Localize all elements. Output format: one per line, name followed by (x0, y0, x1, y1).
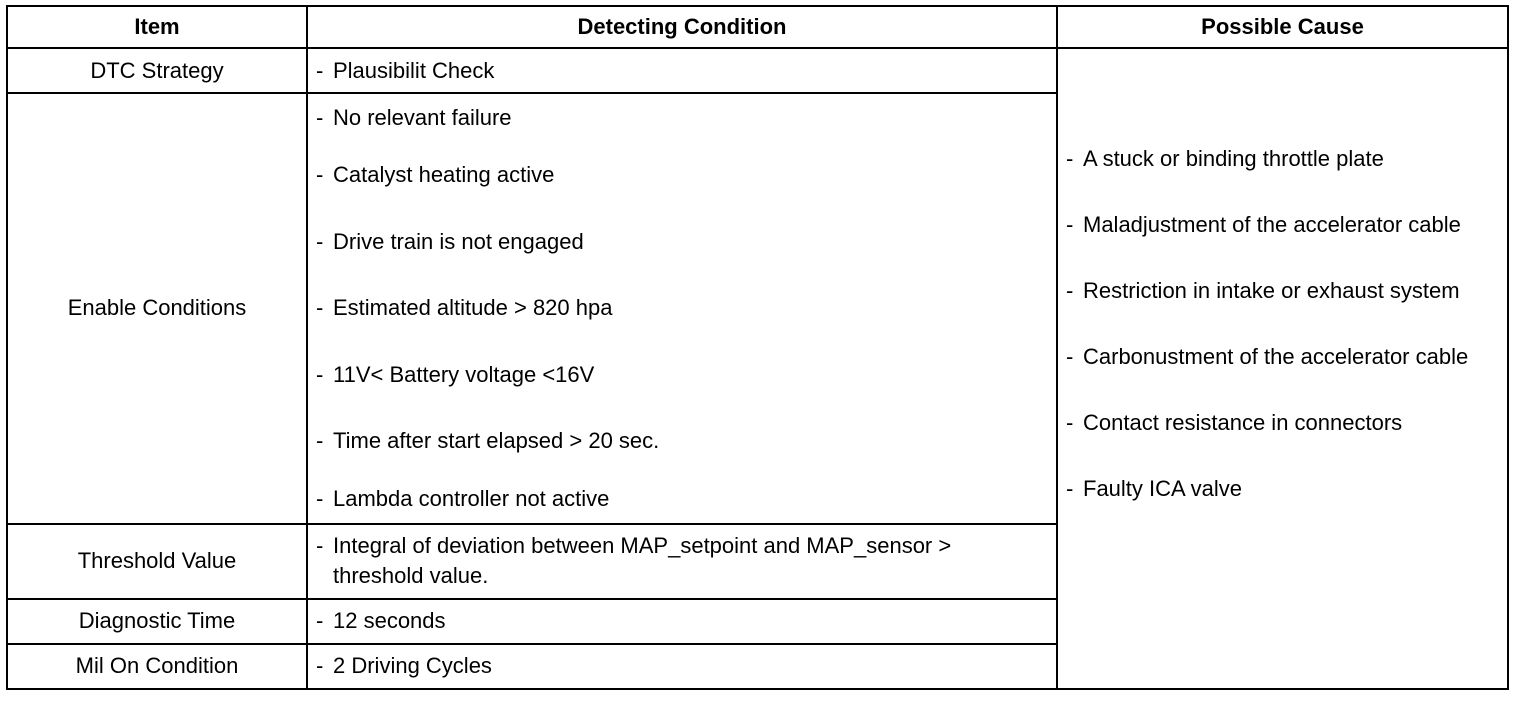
condition-text: Estimated altitude > 820 hpa (333, 295, 613, 321)
bullet-dash: - (1066, 476, 1074, 501)
list-item (1066, 210, 1497, 240)
bullet-dash: - (1066, 410, 1074, 435)
header-item: Item (7, 6, 307, 48)
bullet-dash: - (316, 361, 324, 387)
conditions-dtc-strategy (307, 48, 1057, 93)
cause-text: Faulty ICA valve (1083, 476, 1242, 501)
item-mil-on-condition: Mil On Condition (7, 644, 307, 689)
table-row-dtc-strategy (7, 48, 1508, 93)
bullet-dash: - (316, 653, 324, 678)
bullet-dash: - (316, 162, 324, 188)
item-dtc-strategy: DTC Strategy (7, 48, 307, 93)
conditions-enable (307, 93, 1057, 524)
bullet-dash: - (316, 228, 324, 254)
list-item (316, 142, 1046, 209)
bullet-dash: - (316, 295, 324, 321)
list-item (316, 531, 1046, 591)
bullet-dash: - (316, 608, 324, 633)
enable-condition-list (316, 94, 1046, 523)
bullet-dash: - (316, 57, 324, 83)
list-item (1066, 276, 1497, 306)
list-item (316, 606, 1046, 636)
bullet-dash: - (316, 105, 324, 130)
bullet-dash: - (1066, 344, 1074, 369)
possible-cause-cell (1057, 48, 1508, 689)
condition-text: 11V< Battery voltage <16V (333, 361, 595, 387)
header-detecting-condition: Detecting Condition (307, 6, 1057, 48)
condition-text: No relevant failure (333, 105, 512, 130)
list-item (316, 209, 1046, 276)
list-item (1066, 144, 1497, 174)
header-possible-cause: Possible Cause (1057, 6, 1508, 48)
condition-text: 12 seconds (333, 608, 446, 633)
cause-text: Restriction in intake or exhaust system (1083, 278, 1460, 303)
condition-text: Drive train is not engaged (333, 228, 584, 254)
cause-text: A stuck or binding throttle plate (1083, 146, 1384, 171)
conditions-threshold (307, 524, 1057, 599)
item-diagnostic-time: Diagnostic Time (7, 599, 307, 644)
list-item (316, 342, 1046, 409)
item-threshold-value: Threshold Value (7, 524, 307, 599)
item-enable-conditions: Enable Conditions (7, 93, 307, 524)
list-item (316, 275, 1046, 342)
conditions-diagnostic-time (307, 599, 1057, 644)
list-item (1066, 474, 1497, 504)
header-row (7, 6, 1508, 48)
list-item (316, 651, 1046, 681)
possible-cause-list (1066, 49, 1497, 504)
condition-text: Plausibilit Check (333, 57, 495, 83)
conditions-mil-on (307, 644, 1057, 689)
condition-text: Catalyst heating active (333, 162, 555, 188)
bullet-dash: - (316, 428, 324, 454)
bullet-dash: - (316, 485, 324, 511)
cause-text: Contact resistance in connectors (1083, 410, 1403, 435)
list-item (316, 475, 1046, 523)
condition-text: 2 Driving Cycles (333, 653, 492, 678)
list-item (1066, 408, 1497, 438)
bullet-dash: - (1066, 212, 1074, 237)
cause-text: Carbonustment of the accelerator cable (1083, 344, 1469, 369)
bullet-dash: - (1066, 278, 1074, 303)
list-item (316, 408, 1046, 475)
condition-text: Lambda controller not active (333, 485, 610, 511)
bullet-dash: - (316, 533, 324, 558)
list-item (316, 94, 1046, 142)
condition-text: Time after start elapsed > 20 sec. (333, 428, 660, 454)
bullet-dash: - (1066, 146, 1074, 171)
cause-text: Maladjustment of the accelerator cable (1083, 212, 1461, 237)
list-item (1066, 342, 1497, 372)
diagnostic-spec-table (6, 5, 1509, 690)
condition-text: Integral of deviation between MAP_setpoint and MAP_sensor > threshold value. (333, 533, 952, 588)
list-item (316, 56, 1046, 86)
